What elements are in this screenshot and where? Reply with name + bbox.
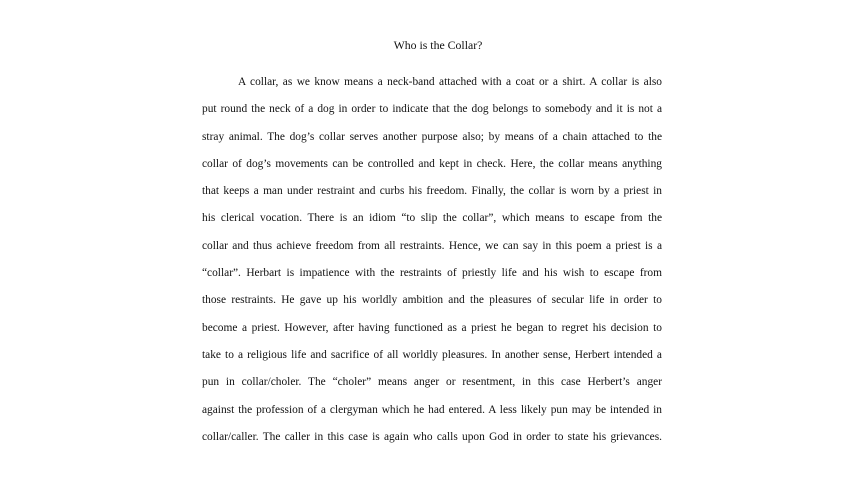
text-line: collar/caller. The caller in this case is again who calls upon God in order to state his grievances.: [202, 430, 662, 443]
text-line: that keeps a man under restraint and curbs his freedom. Finally, the collar is worn by a priest in: [202, 185, 662, 198]
document-title: Who is the Collar?: [393, 38, 483, 52]
text-line: collar and thus achieve freedom from all restraints. Hence, we can say in this poem a priest is a: [202, 239, 662, 252]
document-body: [202, 75, 662, 457]
text-line: collar of dog’s movements can be controlled and kept in check. Here, the collar means anything: [202, 157, 662, 170]
text-line: stray animal. The dog’s collar serves another purpose also; by means of a chain attached to the: [202, 130, 662, 143]
text-line: pun in collar/choler. The “choler” means anger or resentment, in this case Herbert’s anger: [202, 376, 662, 389]
text-line: put round the neck of a dog in order to indicate that the dog belongs to somebody and it is not a: [202, 103, 662, 116]
text-line: against the profession of a clergyman which he had entered. A less likely pun may be intended in: [202, 403, 662, 416]
text-line: “collar”. Herbart is impatience with the restraints of priestly life and his wish to escape from: [202, 267, 662, 280]
text-line: those restraints. He gave up his worldly ambition and the pleasures of secular life in order to: [202, 294, 662, 307]
text-line: his clerical vocation. There is an idiom “to slip the collar”, which means to escape from the: [202, 212, 662, 225]
text-line: take to a religious life and sacrifice of all worldly pleasures. In another sense, Herbert intended a: [202, 348, 662, 361]
text-line: A collar, as we know means a neck-band attached with a coat or a shirt. A collar is also: [238, 76, 662, 88]
text-line: become a priest. However, after having functioned as a priest he began to regret his decision to: [202, 321, 662, 334]
